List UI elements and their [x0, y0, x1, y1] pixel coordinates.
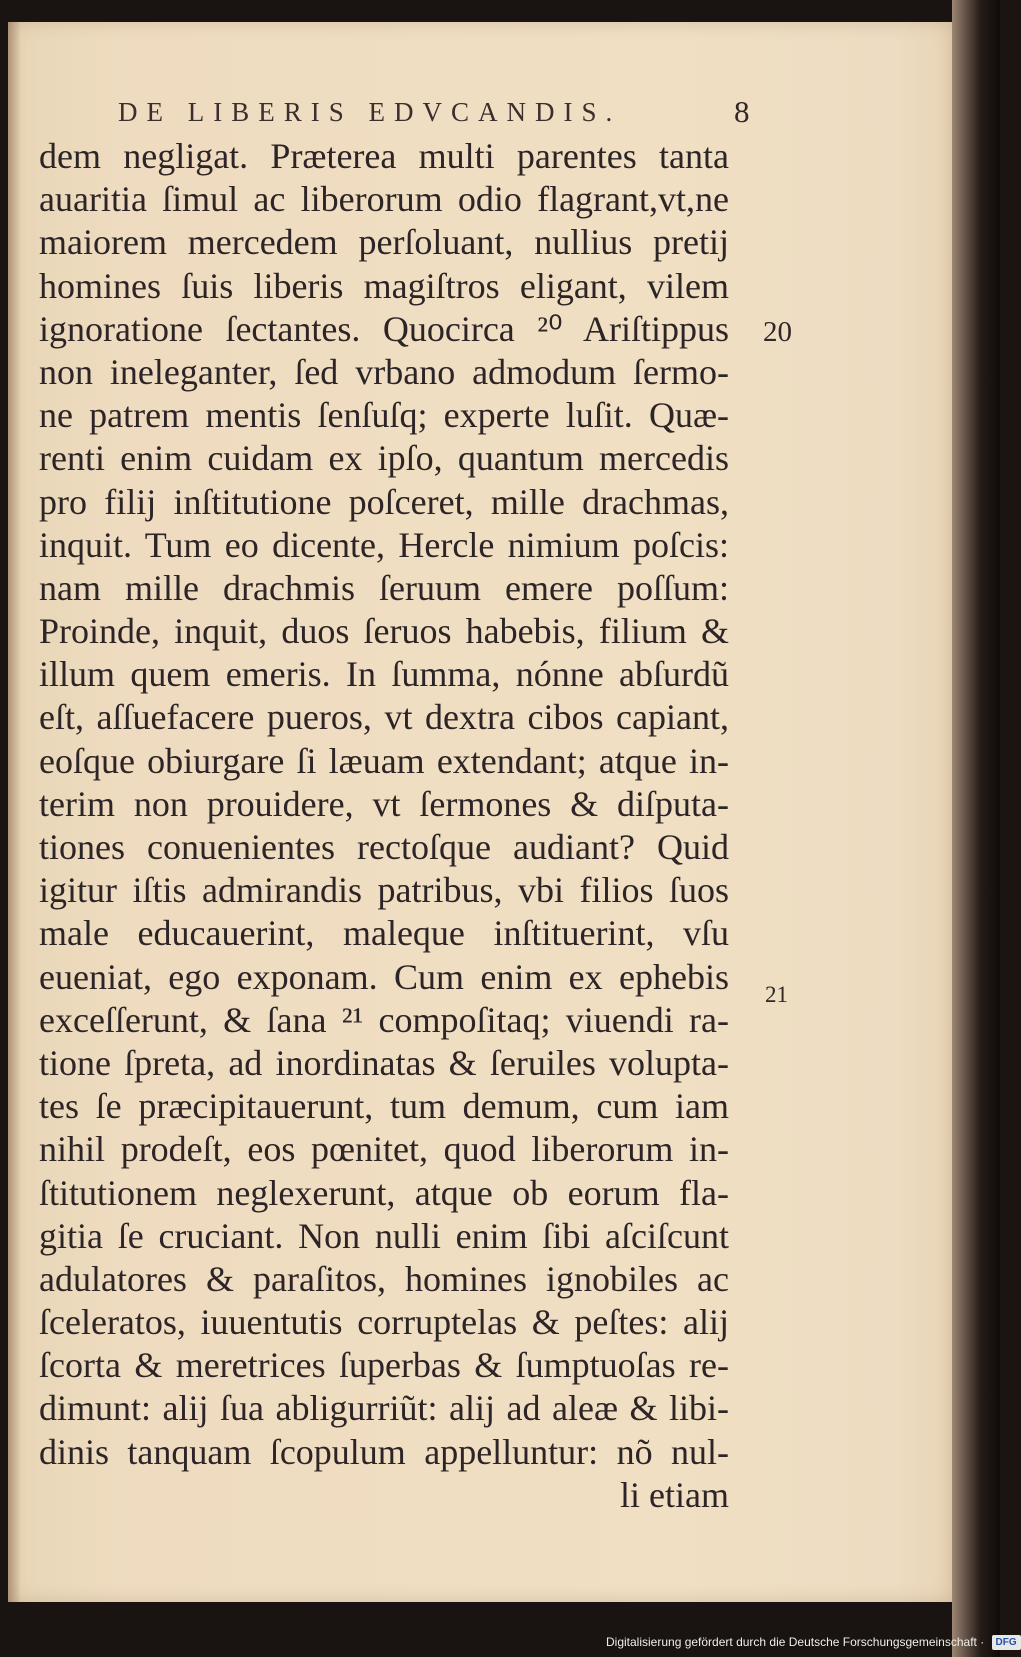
text-line-23: tes ſe præcipitauerunt, tum demum, cum iam — [39, 1086, 729, 1127]
dfg-logo: DFG — [992, 1635, 1021, 1650]
text-line-29: ſcorta & meretrices ſuperbas & ſumptuoſas re- — [39, 1345, 729, 1386]
text-line-12: Proinde, inquit, duos ſeruos habebis, filium & — [39, 611, 729, 652]
text-line-17: tiones conuenientes rectoſque audiant? Quid — [39, 827, 729, 867]
running-head: DE LIBERIS EDVCANDIS. — [118, 97, 622, 127]
text-line-11: nam mille drachmis ſeruum emere poſſum: — [39, 567, 729, 608]
text-line-16: terim non prouidere, vt ſermones & diſputa- — [39, 783, 729, 824]
text-line-18: igitur iſtis admirandis patribus, vbi filios ſuos — [39, 870, 729, 911]
text-line-21: exceſſerunt, & ſana ²¹ compoſitaq; viuendi ra- — [39, 999, 729, 1040]
text-line-1: dem negligat. Præterea multi parentes tanta — [39, 136, 729, 176]
text-line-7: ne patrem mentis ſenſuſq; experte luſit. Quæ- — [39, 395, 729, 436]
text-line-6: non ineleganter, ſed vrbano admodum ſermo- — [39, 351, 729, 392]
text-line-14: eſt, aſſuefacere pueros, vt dextra cibos capiant, — [39, 697, 729, 738]
text-line-27: adulatores & paraſitos, homines ignobiles ac — [39, 1258, 729, 1299]
text-line-8: renti enim cuidam ex ipſo, quantum mercedis — [39, 438, 729, 479]
text-line-30: dimunt: alij ſua abligurriũt: alij ad aleæ & libi- — [39, 1388, 729, 1429]
text-line-3: maiorem mercedem perſoluant, nullius pretij — [39, 222, 729, 263]
text-line-19: male educauerint, maleque inſtituerint, vſu — [39, 913, 729, 954]
latin-text-block — [39, 135, 729, 1517]
text-line-22: tione ſpreta, ad inordinatas & ſeruiles volupta- — [39, 1042, 729, 1083]
text-line-20: eueniat, ego exponam. Cum enim ex ephebis — [39, 956, 729, 997]
margin-note-21: 21 — [765, 982, 788, 1007]
text-line-26: gitia ſe cruciant. Non nulli enim ſibi aſciſcunt — [39, 1215, 729, 1256]
text-line-15: eoſque obiurgare ſi læuam extendant; atque in- — [39, 740, 729, 781]
dfg-credit-banner — [606, 1632, 1017, 1653]
page-number: 8 — [734, 94, 750, 129]
text-line-5: ignoratione ſectantes. Quocirca ²⁰ Ariſtippus — [39, 308, 729, 349]
credit-text: Digitalisierung gefördert durch die Deutsche Forschungsgemeinschaft · — [606, 1635, 985, 1649]
text-line-31: dinis tanquam ſcopulum appelluntur: nõ nul- — [39, 1431, 729, 1472]
text-line-25: ſtitutionem neglexerunt, atque ob eorum fla- — [39, 1172, 729, 1213]
margin-note-20: 20 — [763, 316, 792, 348]
text-line-13: illum quem emeris. In ſumma, nónne abſurdũ — [39, 654, 729, 695]
book-page — [8, 22, 952, 1602]
scan-dark-edge — [952, 0, 1000, 1657]
text-line-28: ſceleratos, iuuentutis corruptelas & peſtes: alij — [39, 1302, 729, 1343]
text-line-32: li etiam — [620, 1474, 729, 1515]
text-line-9: pro filij inſtitutione poſceret, mille drachmas, — [39, 481, 729, 522]
text-line-10: inquit. Tum eo dicente, Hercle nimium poſcis: — [39, 524, 729, 565]
text-line-4: homines ſuis liberis magiſtros eligant, vilem — [39, 265, 729, 306]
text-line-2: auaritia ſimul ac liberorum odio flagrant,vt,ne — [39, 179, 729, 220]
text-line-24: nihil prodeſt, eos pœnitet, quod liberorum in- — [39, 1129, 729, 1170]
